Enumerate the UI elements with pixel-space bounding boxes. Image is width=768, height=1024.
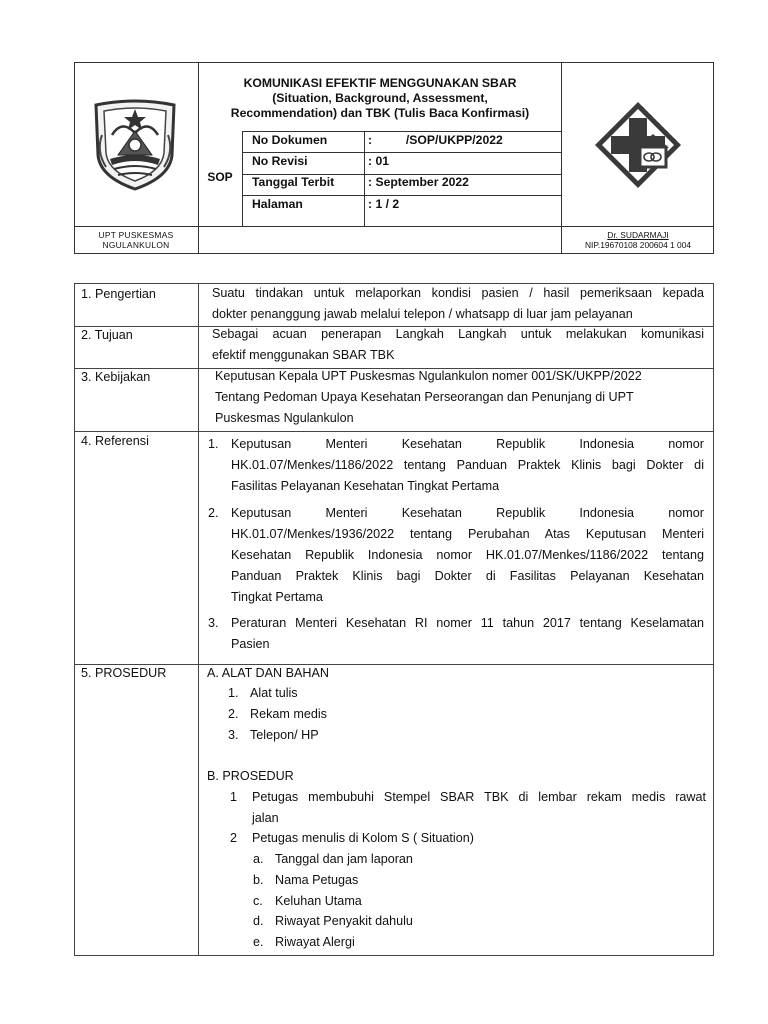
list-item	[228, 686, 298, 700]
field-label-no-revisi: No Revisi	[252, 154, 308, 168]
list-number: 2.	[208, 506, 219, 520]
text-line: efektif menggunakan SBAR TBK	[212, 348, 395, 362]
list-letter: e.	[253, 935, 264, 949]
list-text: Petugas menulis di Kolom S ( Situation)	[252, 831, 474, 845]
org-line: NGULANKULON	[102, 240, 170, 250]
list-text: Tanggal dan jam laporan	[275, 852, 413, 866]
organization-name	[74, 230, 198, 250]
list-number: 2	[230, 831, 238, 845]
text-line: dokter penanggung jawab melalui telepon / whatsapp di luar jam pelayanan	[212, 307, 633, 321]
field-label-halaman: Halaman	[252, 197, 303, 211]
text-line: Kesehatan Republik Indonesia nomor HK.01.07/Menkes/1186/2022 tentang	[231, 548, 704, 562]
list-number: 2.	[228, 707, 239, 721]
field-label-tanggal-terbit: Tanggal Terbit	[252, 175, 335, 189]
section-label-tujuan: 2. Tujuan	[81, 328, 133, 342]
section-label-prosedur: 5. PROSEDUR	[81, 666, 167, 680]
field-value-no-dokumen: : /SOP/UKPP/2022	[368, 133, 503, 147]
section-label-pengertian: 1. Pengertian	[81, 287, 156, 301]
list-number: 1.	[228, 686, 239, 700]
text-line: jalan	[252, 811, 279, 825]
text-line: Keputusan Menteri Kesehatan Republik Indonesia nomor	[231, 506, 704, 520]
list-number: 3.	[208, 616, 219, 630]
list-letter: a.	[253, 852, 264, 866]
procedure-step	[230, 831, 474, 845]
sop-header	[74, 62, 714, 254]
signer-block	[562, 230, 714, 250]
text-line: Tentang Pedoman Upaya Kesehatan Perseorangan dan Penunjang di UPT	[215, 390, 634, 404]
procedure-step	[230, 787, 706, 829]
sop-content-table	[74, 283, 714, 956]
part-b-title: B. PROSEDUR	[207, 769, 294, 783]
field-label-no-dokumen: No Dokumen	[252, 133, 328, 147]
part-a-title: A. ALAT DAN BAHAN	[207, 666, 330, 680]
field-value-no-revisi: : 01	[368, 154, 390, 168]
text-line: Fasilitas Pelayanan Kesehatan Tingkat Pertama	[231, 479, 500, 493]
list-number: 3.	[228, 728, 239, 742]
list-text: Alat tulis	[250, 686, 298, 700]
org-line: UPT PUSKESMAS	[98, 230, 174, 240]
tujuan-text	[212, 324, 704, 366]
text-line: Keputusan Menteri Kesehatan Republik Indonesia nomor	[231, 437, 704, 451]
list-text: Riwayat Penyakit dahulu	[275, 914, 413, 928]
list-text: Telepon/ HP	[250, 728, 319, 742]
referensi-item	[208, 434, 704, 498]
text-line: Keputusan Kepala UPT Puskesmas Ngulankulon nomer 001/SK/UKPP/2022	[215, 369, 642, 383]
regency-crest-icon	[92, 95, 178, 191]
text-line: Petugas membubuhi Stempel SBAR TBK di lembar rekam medis rawat	[252, 790, 706, 804]
text-line: Pasien	[231, 637, 270, 651]
list-item	[253, 914, 413, 928]
document-title	[198, 76, 562, 121]
list-text: Nama Petugas	[275, 873, 359, 887]
list-item	[253, 873, 358, 887]
signer-name: Dr. SUDARMAJI	[607, 230, 669, 240]
field-value-halaman: : 1 / 2	[368, 197, 400, 211]
text-line: Puskesmas Ngulankulon	[215, 411, 354, 425]
list-item	[253, 894, 362, 908]
referensi-item	[208, 613, 704, 657]
text-line: HK.01.07/Menkes/1936/2022 tentang Perubahan Atas Keputusan Menteri	[231, 527, 704, 541]
text-line: Peraturan Menteri Kesehatan RI nomer 11 tahun 2017 tentang Keselamatan	[231, 616, 704, 630]
text-line: Sebagai acuan penerapan Langkah Langkah untuk melakukan komunikasi	[212, 327, 704, 341]
text-line: Suatu tindakan untuk melaporkan kondisi pasien / hasil pemeriksaan kepada	[212, 286, 704, 300]
kebijakan-text	[215, 366, 705, 429]
referensi-item	[208, 503, 704, 609]
pengertian-text	[212, 283, 704, 325]
list-number: 1.	[208, 437, 219, 451]
list-letter: c.	[253, 894, 263, 908]
list-number: 1	[230, 790, 238, 804]
puskesmas-cross-house-icon	[593, 100, 683, 190]
list-item	[253, 935, 355, 949]
list-item	[228, 707, 327, 721]
list-letter: b.	[253, 873, 264, 887]
section-label-referensi: 4. Referensi	[81, 434, 149, 448]
list-text: Rekam medis	[250, 707, 327, 721]
list-text: Keluhan Utama	[275, 894, 362, 908]
title-line: KOMUNIKASI EFEKTIF MENGGUNAKAN SBAR	[243, 76, 517, 90]
text-line: Tingkat Pertama	[231, 590, 323, 604]
section-label-kebijakan: 3. Kebijakan	[81, 370, 151, 384]
signer-nip: NIP.19670108 200604 1 004	[584, 240, 692, 250]
title-line: (Situation, Background, Assessment,	[272, 91, 488, 105]
text-line: Panduan Praktek Klinis bagi Dokter di Fasilitas Pelayanan Kesehatan	[231, 569, 704, 583]
text-line: HK.01.07/Menkes/1186/2022 tentang Panduan Praktek Klinis bagi Dokter di	[231, 458, 704, 472]
list-item	[253, 852, 413, 866]
title-line: Recommendation) dan TBK (Tulis Baca Konfirmasi)	[230, 106, 530, 120]
list-item	[228, 728, 319, 742]
field-value-tanggal-terbit: : September 2022	[368, 175, 469, 189]
list-letter: d.	[253, 914, 264, 928]
list-text: Riwayat Alergi	[275, 935, 355, 949]
sop-label: SOP	[207, 170, 233, 184]
referensi-list	[198, 431, 714, 664]
